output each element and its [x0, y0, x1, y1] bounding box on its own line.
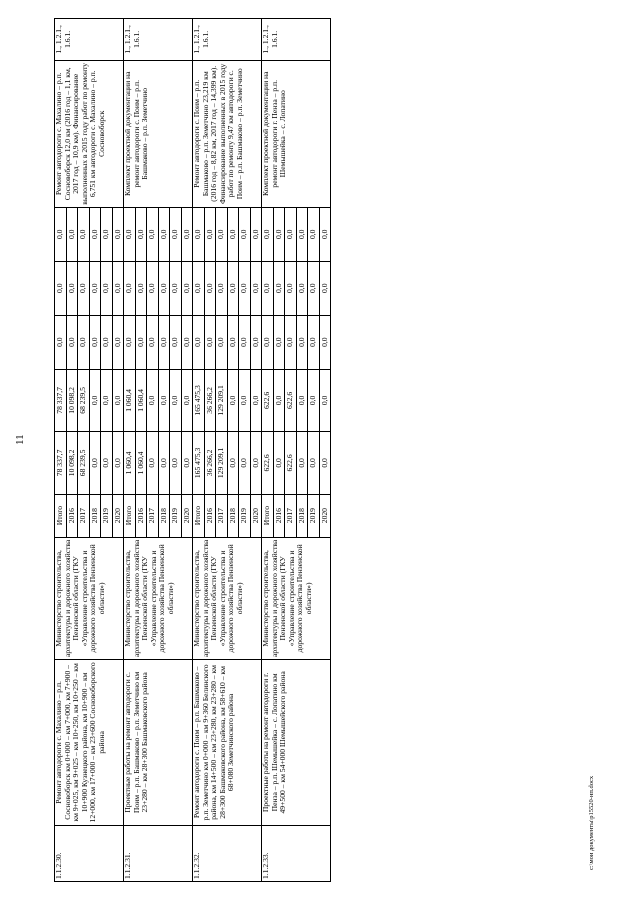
table-row	[262, 19, 274, 882]
amount-cell: 0,0	[170, 432, 182, 495]
amount-cell: 0,0	[216, 207, 228, 261]
amount-cell: 0,0	[89, 432, 101, 495]
amount-cell: 129 209,1	[216, 369, 228, 432]
indicator-ref: 1., 1.2.1., 1.6.1.	[193, 19, 262, 61]
amount-cell: 0,0	[308, 315, 320, 369]
table-row	[124, 19, 136, 882]
amount-cell: 0,0	[135, 261, 147, 315]
amount-cell: 0,0	[216, 315, 228, 369]
amount-cell: 165 475,3	[193, 369, 205, 432]
amount-cell: 0,0	[227, 261, 239, 315]
amount-cell: 0,0	[227, 207, 239, 261]
amount-cell: 0,0	[112, 207, 124, 261]
amount-cell: 622,6	[262, 369, 274, 432]
year-cell: 2019	[308, 494, 320, 537]
amount-cell: 0,0	[204, 261, 216, 315]
amount-cell: 0,0	[147, 369, 159, 432]
amount-cell: 0,0	[204, 315, 216, 369]
amount-cell: 0,0	[308, 261, 320, 315]
year-cell: Итого	[124, 494, 136, 537]
year-cell: Итого	[55, 494, 67, 537]
amount-cell: 0,0	[319, 369, 331, 432]
year-cell: 2016	[135, 494, 147, 537]
amount-cell: 0,0	[296, 369, 308, 432]
measure-name: Ремонт автодороги с. Поим – р.п. Башмаково – р.п. Земетчино км 0+000 – км 9+360 Белинского района, км 14+500 – км 23+280, км 23+280 – км 28+300 Башмаковского района, км 58+610 – км 68+080 Земетчинского района	[193, 660, 262, 825]
program-table	[54, 18, 331, 882]
amount-cell: 0,0	[193, 315, 205, 369]
amount-cell: 0,0	[170, 261, 182, 315]
amount-cell: 0,0	[227, 432, 239, 495]
amount-cell: 36 266,2	[204, 369, 216, 432]
amount-cell: 0,0	[239, 315, 251, 369]
amount-cell: 0,0	[285, 261, 297, 315]
amount-cell: 0,0	[296, 315, 308, 369]
amount-cell: 78 337,7	[55, 369, 67, 432]
table-row	[55, 19, 67, 882]
amount-cell: 0,0	[273, 432, 285, 495]
amount-cell: 0,0	[181, 315, 193, 369]
amount-cell: 1 060,4	[124, 369, 136, 432]
amount-cell: 0,0	[239, 261, 251, 315]
executor: Министерство строительства, архитектуры и дорожного хозяйства Пензенской области (ГКУ «Управление строительства и дорожного хозяйства Пензенской области»)	[124, 537, 193, 660]
amount-cell: 0,0	[170, 315, 182, 369]
amount-cell: 0,0	[112, 369, 124, 432]
amount-cell: 0,0	[250, 369, 262, 432]
table-body	[55, 19, 331, 882]
measure-name: Проектные работы на ремонт автодороги с. Поим – р.п. Башмаково – р.п. Земетчино км 23+280 – км 28+300 Башмаковского района	[124, 660, 193, 825]
year-cell: 2018	[89, 494, 101, 537]
amount-cell: 0,0	[112, 261, 124, 315]
amount-cell: 0,0	[89, 369, 101, 432]
indicator-ref: 1., 1.2.1., 1.6.1.	[262, 19, 331, 61]
indicator-ref: 1., 1.2.1., 1.6.1.	[124, 19, 193, 61]
amount-cell: 0,0	[158, 369, 170, 432]
amount-cell: 0,0	[285, 315, 297, 369]
amount-cell: 0,0	[158, 315, 170, 369]
amount-cell: 0,0	[181, 432, 193, 495]
amount-cell: 0,0	[319, 207, 331, 261]
amount-cell: 622,6	[262, 432, 274, 495]
amount-cell: 10 098,2	[66, 369, 78, 432]
amount-cell: 0,0	[101, 432, 113, 495]
amount-cell: 0,0	[308, 369, 320, 432]
amount-cell: 0,0	[239, 207, 251, 261]
amount-cell: 0,0	[319, 261, 331, 315]
amount-cell: 0,0	[55, 261, 67, 315]
amount-cell: 0,0	[181, 207, 193, 261]
amount-cell: 0,0	[158, 207, 170, 261]
table-row	[193, 19, 205, 882]
year-cell: Итого	[193, 494, 205, 537]
amount-cell: 0,0	[308, 432, 320, 495]
amount-cell: 0,0	[66, 207, 78, 261]
amount-cell: 0,0	[273, 207, 285, 261]
amount-cell: 0,0	[147, 207, 159, 261]
amount-cell: 0,0	[124, 261, 136, 315]
year-cell: 2017	[216, 494, 228, 537]
year-cell: 2016	[273, 494, 285, 537]
amount-cell: 0,0	[78, 261, 90, 315]
amount-cell: 0,0	[101, 315, 113, 369]
amount-cell: 0,0	[204, 207, 216, 261]
amount-cell: 0,0	[193, 261, 205, 315]
amount-cell: 1 060,4	[124, 432, 136, 495]
amount-cell: 0,0	[78, 207, 90, 261]
amount-cell: 0,0	[112, 432, 124, 495]
amount-cell: 1 060,4	[135, 369, 147, 432]
amount-cell: 165 475,3	[193, 432, 205, 495]
amount-cell: 0,0	[285, 207, 297, 261]
amount-cell: 0,0	[112, 315, 124, 369]
amount-cell: 0,0	[308, 207, 320, 261]
year-cell: 2019	[239, 494, 251, 537]
row-number: 1.1.2.30.	[55, 825, 124, 881]
amount-cell: 0,0	[296, 432, 308, 495]
amount-cell: 0,0	[250, 432, 262, 495]
amount-cell: 0,0	[262, 315, 274, 369]
year-cell: 2017	[78, 494, 90, 537]
amount-cell: 0,0	[227, 315, 239, 369]
amount-cell: 0,0	[319, 432, 331, 495]
rotated-page	[54, 18, 594, 882]
year-cell: 2018	[158, 494, 170, 537]
amount-cell: 0,0	[273, 261, 285, 315]
year-cell: 2016	[204, 494, 216, 537]
amount-cell: 0,0	[227, 369, 239, 432]
amount-cell: 0,0	[89, 261, 101, 315]
amount-cell: 0,0	[250, 315, 262, 369]
expected-result: Ремонт автодороги с. Поим – р.п. Башмаково – р.п. Земетчино 23,219 км (2016 год – 8,82 км, 2017 год – 14,399 км). Финансирование выполненных в 2015 году работ по ремонту 9,47 км автодороги с. Поим – р.п. Башмаково – р.п. Земетчино	[193, 60, 262, 207]
amount-cell: 622,6	[285, 432, 297, 495]
year-cell: 2016	[66, 494, 78, 537]
amount-cell: 0,0	[319, 315, 331, 369]
year-cell: 2020	[181, 494, 193, 537]
amount-cell: 0,0	[262, 207, 274, 261]
amount-cell: 0,0	[89, 207, 101, 261]
amount-cell: 0,0	[101, 207, 113, 261]
amount-cell: 0,0	[135, 207, 147, 261]
amount-cell: 0,0	[239, 432, 251, 495]
amount-cell: 0,0	[55, 315, 67, 369]
amount-cell: 0,0	[170, 207, 182, 261]
year-cell: 2017	[147, 494, 159, 537]
row-number: 1.1.2.32.	[193, 825, 262, 881]
amount-cell: 0,0	[273, 315, 285, 369]
amount-cell: 0,0	[78, 315, 90, 369]
year-cell: Итого	[262, 494, 274, 537]
amount-cell: 0,0	[66, 315, 78, 369]
amount-cell: 0,0	[239, 369, 251, 432]
measure-name: Ремонт автодороги с. Махалино – р.п. Сосновоборск км 0+000 – км 7+000, км 7+900 – км 9+025, км 9+025 – км 10+250, км 10+250 – км 10+900 Кузнецкого района, км 10+900 – км 12+000, км 17+000 – км 23+600 Сосновоборского района	[55, 660, 124, 825]
year-cell: 2018	[296, 494, 308, 537]
amount-cell: 0,0	[101, 369, 113, 432]
amount-cell: 0,0	[181, 261, 193, 315]
amount-cell: 0,0	[296, 261, 308, 315]
amount-cell: 0,0	[147, 432, 159, 495]
amount-cell: 0,0	[66, 261, 78, 315]
amount-cell: 622,6	[285, 369, 297, 432]
executor: Министерство строительства, архитектуры и дорожного хозяйства Пензенской области (ГКУ «Управление строительства и дорожного хозяйства Пензенской области»)	[262, 537, 331, 660]
amount-cell: 68 239,5	[78, 432, 90, 495]
amount-cell: 129 209,1	[216, 432, 228, 495]
year-cell: 2018	[227, 494, 239, 537]
amount-cell: 0,0	[124, 207, 136, 261]
year-cell: 2020	[319, 494, 331, 537]
amount-cell: 0,0	[55, 207, 67, 261]
amount-cell: 0,0	[296, 207, 308, 261]
amount-cell: 0,0	[216, 261, 228, 315]
expected-result: Ремонт автодороги с. Махалино – р.п. Сосновоборск 12,0 км (2016 год – 1,1 км, 2017 год – 10,9 км). Финансирование выполненных в 2015 году работ по ремонту 6,751 км автодороги с. Махалино – р.п. Сосновоборск	[55, 60, 124, 207]
amount-cell: 0,0	[158, 261, 170, 315]
year-cell: 2019	[170, 494, 182, 537]
amount-cell: 0,0	[181, 369, 193, 432]
amount-cell: 0,0	[124, 315, 136, 369]
footer-file-path: c:\мои документы\р15520-нп.docx	[588, 775, 595, 870]
amount-cell: 0,0	[273, 369, 285, 432]
year-cell: 2017	[285, 494, 297, 537]
expected-result: Комплект проектной документации на ремонт автодороги с. Поим – р.п. Башмаково – р.п. Земетчино	[124, 60, 193, 207]
amount-cell: 0,0	[193, 207, 205, 261]
amount-cell: 0,0	[262, 261, 274, 315]
amount-cell: 0,0	[158, 432, 170, 495]
amount-cell: 0,0	[170, 369, 182, 432]
page-number: 11	[14, 434, 26, 445]
amount-cell: 0,0	[250, 261, 262, 315]
amount-cell: 0,0	[147, 315, 159, 369]
row-number: 1.1.2.31.	[124, 825, 193, 881]
amount-cell: 78 337,7	[55, 432, 67, 495]
amount-cell: 0,0	[147, 261, 159, 315]
amount-cell: 0,0	[101, 261, 113, 315]
indicator-ref: 1., 1.2.1., 1.6.1.	[55, 19, 124, 61]
year-cell: 2020	[112, 494, 124, 537]
year-cell: 2020	[250, 494, 262, 537]
executor: Министерство строительства, архитектуры и дорожного хозяйства Пензенской области (ГКУ «Управление строительства и дорожного хозяйства Пензенской области»)	[55, 537, 124, 660]
amount-cell: 68 239,5	[78, 369, 90, 432]
amount-cell: 36 266,2	[204, 432, 216, 495]
row-number: 1.1.2.33.	[262, 825, 331, 881]
year-cell: 2019	[101, 494, 113, 537]
amount-cell: 1 060,4	[135, 432, 147, 495]
expected-result: Комплект проектной документации на ремонт автодороги г. Пенза – р.п. Шемышейка – с. Лопатино	[262, 60, 331, 207]
amount-cell: 10 098,2	[66, 432, 78, 495]
measure-name: Проектные работы на ремонт автодороги г. Пенза – р.п. Шемышейка – с. Лопатино км 49+500 – км 54+000 Шемышейского района	[262, 660, 331, 825]
amount-cell: 0,0	[250, 207, 262, 261]
executor: Министерство строительства, архитектуры и дорожного хозяйства Пензенской области (ГКУ «Управление строительства и дорожного хозяйства Пензенской области»)	[193, 537, 262, 660]
amount-cell: 0,0	[89, 315, 101, 369]
amount-cell: 0,0	[135, 315, 147, 369]
